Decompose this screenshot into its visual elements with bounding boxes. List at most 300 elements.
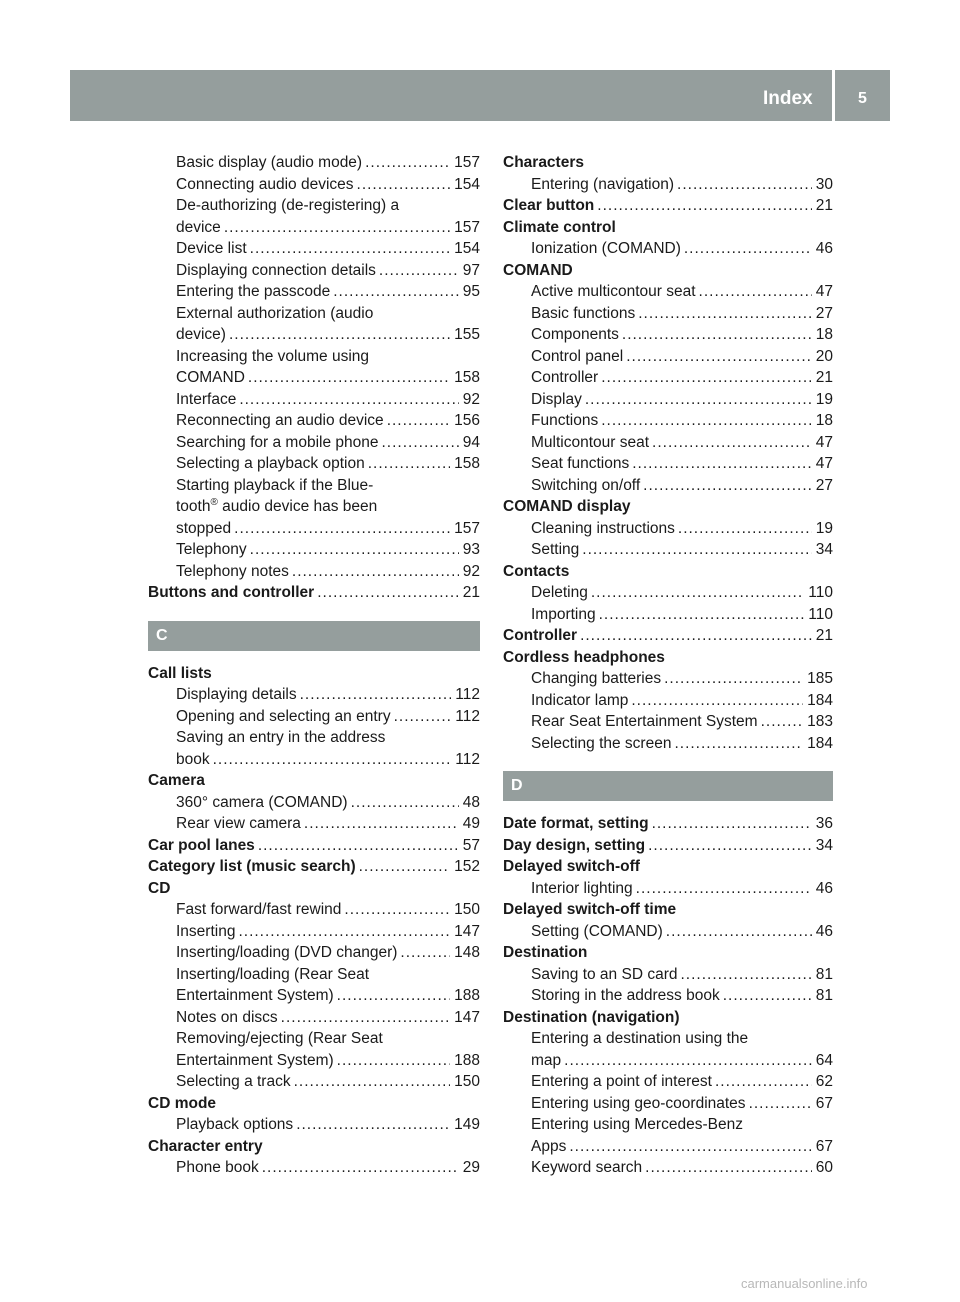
entry-term: Opening and selecting an entry xyxy=(176,707,391,725)
index-subentry[interactable] xyxy=(503,964,833,986)
index-subentry[interactable] xyxy=(148,1114,480,1136)
index-entry[interactable] xyxy=(503,813,833,835)
index-subentry[interactable] xyxy=(148,324,480,346)
index-row xyxy=(148,561,480,583)
index-subentry[interactable] xyxy=(148,453,480,475)
index-subentry[interactable] xyxy=(503,582,833,604)
page-reference[interactable]: 112 xyxy=(455,686,480,703)
entry-term: Fast forward/fast rewind xyxy=(176,901,342,918)
index-subentry[interactable] xyxy=(148,813,480,835)
index-row xyxy=(503,1007,833,1029)
entry-term: Notes on discs xyxy=(176,1008,278,1026)
entry-term: Reconnecting an audio device xyxy=(176,412,384,429)
index-row xyxy=(503,690,833,712)
entry-term: Telephony notes xyxy=(176,562,289,580)
page-reference[interactable]: 46 xyxy=(815,922,833,940)
dot-leader xyxy=(239,389,458,411)
index-row xyxy=(148,260,480,282)
entry-term: Selecting the screen xyxy=(531,734,672,752)
index-subentry[interactable] xyxy=(503,518,833,540)
page-reference[interactable]: 188 xyxy=(454,987,480,1004)
index-subentry[interactable] xyxy=(148,410,480,432)
page-reference[interactable]: 67 xyxy=(815,1094,833,1112)
index-subentry[interactable] xyxy=(148,1071,480,1093)
index-row xyxy=(148,684,480,706)
index-subentry[interactable] xyxy=(148,432,480,454)
index-row xyxy=(148,835,480,857)
dot-leader xyxy=(622,324,812,346)
entry-term: Selecting a playback option xyxy=(176,455,365,472)
index-row xyxy=(148,195,480,217)
index-row xyxy=(148,453,480,475)
index-subentry[interactable] xyxy=(503,281,833,303)
index-subentry[interactable] xyxy=(148,561,480,583)
page-reference[interactable]: 155 xyxy=(454,326,480,343)
index-subentry[interactable] xyxy=(503,432,833,454)
dot-leader xyxy=(250,238,450,260)
section-title: Index xyxy=(763,88,813,109)
index-row xyxy=(503,346,833,368)
index-subentry[interactable] xyxy=(503,985,833,1007)
page-reference[interactable]: 150 xyxy=(454,901,480,918)
entry-term: Controller xyxy=(531,369,599,386)
entry-term: Category list (music search) xyxy=(148,858,356,875)
page-reference[interactable]: 20 xyxy=(815,347,833,365)
entry-term: Seat functions xyxy=(531,455,630,472)
page-reference[interactable]: 47 xyxy=(815,455,833,472)
page-reference[interactable]: 34 xyxy=(815,541,833,558)
section-letter: D xyxy=(511,777,523,794)
index-row xyxy=(148,856,480,878)
page-reference[interactable]: 27 xyxy=(815,304,833,322)
index-heading: Character entry xyxy=(148,1137,263,1155)
page-reference[interactable]: 46 xyxy=(815,240,833,257)
dot-leader xyxy=(234,518,450,540)
dot-leader xyxy=(636,878,812,900)
index-subentry[interactable] xyxy=(503,303,833,325)
index-row xyxy=(148,1071,480,1093)
page-reference[interactable]: 92 xyxy=(462,562,480,580)
page-reference[interactable]: 67 xyxy=(815,1137,833,1155)
index-row xyxy=(148,727,480,749)
index-row xyxy=(503,174,833,196)
dot-leader xyxy=(229,324,450,346)
entry-term: device xyxy=(176,218,221,236)
dot-leader xyxy=(359,856,451,878)
index-row xyxy=(148,706,480,728)
dot-leader xyxy=(645,1157,812,1179)
page-reference[interactable]: 183 xyxy=(807,713,833,730)
index-row xyxy=(503,496,833,518)
page-reference[interactable]: 81 xyxy=(815,987,833,1004)
dot-leader xyxy=(643,475,812,497)
index-entry[interactable] xyxy=(503,625,833,647)
index-subentry[interactable] xyxy=(503,475,833,497)
index-subentry[interactable] xyxy=(503,668,833,690)
index-column-left xyxy=(148,152,480,1179)
index-row xyxy=(503,1093,833,1115)
index-subentry[interactable] xyxy=(503,389,833,411)
dot-leader xyxy=(224,217,450,239)
index-subentry[interactable] xyxy=(148,684,480,706)
page-reference[interactable]: 112 xyxy=(455,707,480,725)
page-reference[interactable]: 62 xyxy=(815,1073,833,1090)
index-row xyxy=(503,303,833,325)
index-row xyxy=(148,1093,480,1115)
index-row xyxy=(503,813,833,835)
index-subentry[interactable] xyxy=(503,539,833,561)
page-reference[interactable]: 158 xyxy=(454,455,480,472)
index-subentry[interactable] xyxy=(503,878,833,900)
index-row xyxy=(503,964,833,986)
index-subentry[interactable] xyxy=(503,367,833,389)
index-subentry[interactable] xyxy=(503,346,833,368)
page-reference[interactable]: 94 xyxy=(462,433,480,451)
entry-term: Car pool lanes xyxy=(148,836,255,854)
page-reference[interactable]: 154 xyxy=(454,175,480,193)
page-reference[interactable]: 60 xyxy=(815,1159,833,1176)
index-heading: Characters xyxy=(503,154,584,171)
entry-term: Entertainment System) xyxy=(176,987,334,1004)
page-reference[interactable]: 157 xyxy=(454,154,480,171)
dot-leader xyxy=(387,410,450,432)
dot-leader xyxy=(684,238,812,260)
dot-leader xyxy=(715,1071,812,1093)
dot-leader xyxy=(652,432,812,454)
index-subentry[interactable] xyxy=(148,518,480,540)
entry-term: Device list xyxy=(176,240,247,257)
entry-term: Connecting audio devices xyxy=(176,175,354,193)
page-reference[interactable]: 49 xyxy=(462,815,480,832)
page-reference[interactable]: 47 xyxy=(815,433,833,451)
entry-term: Deleting xyxy=(531,584,588,601)
index-row xyxy=(148,921,480,943)
index-subentry[interactable] xyxy=(503,238,833,260)
index-row xyxy=(148,389,480,411)
dot-leader xyxy=(601,410,812,432)
index-entry[interactable] xyxy=(148,835,480,857)
page-reference[interactable]: 149 xyxy=(454,1116,480,1133)
page-reference[interactable]: 185 xyxy=(807,670,833,687)
page-number: 5 xyxy=(858,90,867,107)
index-subentry-text: Entering a destination using the xyxy=(531,1030,749,1047)
entry-term: Functions xyxy=(531,412,599,429)
dot-leader xyxy=(599,604,805,626)
index-row xyxy=(503,604,833,626)
index-row xyxy=(148,152,480,174)
index-entry[interactable] xyxy=(503,835,833,857)
index-subentry-text: Removing/ejecting (Rear Seat xyxy=(176,1030,383,1047)
index-subentry[interactable] xyxy=(148,1007,480,1029)
entry-term: Displaying details xyxy=(176,686,297,703)
dot-leader xyxy=(564,1050,812,1072)
index-subentry[interactable] xyxy=(503,453,833,475)
entry-term: Setting (COMAND) xyxy=(531,922,663,940)
entry-term: Controller xyxy=(503,627,578,644)
index-row xyxy=(148,238,480,260)
index-subentry[interactable] xyxy=(148,985,480,1007)
page-reference[interactable]: 157 xyxy=(454,519,480,537)
index-subentry[interactable] xyxy=(148,706,480,728)
page-reference[interactable]: 21 xyxy=(815,369,833,386)
page-reference[interactable]: 93 xyxy=(462,541,480,558)
index-subentry[interactable] xyxy=(503,1093,833,1115)
index-column-right xyxy=(503,152,833,1179)
entry-term: device) xyxy=(176,326,226,343)
index-heading: Contacts xyxy=(503,562,570,580)
index-row xyxy=(503,1028,833,1050)
dot-leader xyxy=(601,367,812,389)
entry-term: Inserting/loading (DVD changer) xyxy=(176,944,398,961)
index-row xyxy=(503,771,833,801)
entry-term: Basic display (audio mode) xyxy=(176,154,363,171)
index-subentry[interactable] xyxy=(148,539,480,561)
index-row xyxy=(148,899,480,921)
index-subentry[interactable] xyxy=(148,921,480,943)
text-part: tooth xyxy=(176,498,211,515)
index-subentry[interactable] xyxy=(148,217,480,239)
entry-term: Display xyxy=(531,390,582,408)
index-row xyxy=(148,985,480,1007)
dot-leader xyxy=(400,942,450,964)
dot-leader xyxy=(300,684,452,706)
page-reference[interactable]: 19 xyxy=(815,390,833,408)
index-subentry[interactable] xyxy=(148,792,480,814)
index-subentry[interactable] xyxy=(148,899,480,921)
index-subentry[interactable] xyxy=(503,1071,833,1093)
index-heading: COMAND xyxy=(503,261,573,279)
index-row xyxy=(148,174,480,196)
page-reference[interactable]: 147 xyxy=(454,922,480,940)
entry-term: Active multicontour seat xyxy=(531,283,696,300)
index-row xyxy=(503,238,833,260)
entry-term: Indicator lamp xyxy=(531,691,629,709)
index-subentry-text: De-authorizing (de-registering) a xyxy=(176,197,400,214)
index-subentry[interactable] xyxy=(148,174,480,196)
page-reference[interactable]: 112 xyxy=(455,750,480,768)
page-reference[interactable]: 184 xyxy=(807,734,833,752)
entry-term: Displaying connection details xyxy=(176,261,376,279)
index-subentry[interactable] xyxy=(503,410,833,432)
index-row xyxy=(503,410,833,432)
dot-leader xyxy=(262,1157,459,1179)
dot-leader xyxy=(585,389,812,411)
page-reference[interactable]: 21 xyxy=(815,197,833,214)
dot-leader xyxy=(281,1007,450,1029)
dot-leader xyxy=(591,582,804,604)
index-row xyxy=(148,1157,480,1179)
index-subentry[interactable] xyxy=(503,1050,833,1072)
index-heading: Climate control xyxy=(503,218,616,236)
index-row xyxy=(148,539,480,561)
entry-term: Clear button xyxy=(503,197,595,214)
watermark: carmanualsonline.info xyxy=(741,1276,868,1291)
page-reference[interactable]: 148 xyxy=(454,944,480,961)
entry-term: Searching for a mobile phone xyxy=(176,433,379,451)
index-heading: Destination (navigation) xyxy=(503,1008,680,1026)
index-subentry[interactable] xyxy=(148,942,480,964)
page-reference[interactable]: 36 xyxy=(815,815,833,832)
index-row xyxy=(503,539,833,561)
entry-term: Entering using geo-coordinates xyxy=(531,1094,746,1112)
dot-leader xyxy=(666,921,812,943)
page-reference[interactable]: 57 xyxy=(462,836,480,854)
entry-term: Apps xyxy=(531,1137,567,1155)
index-heading: CD mode xyxy=(148,1094,217,1112)
index-row xyxy=(148,1028,480,1050)
page-reference[interactable]: 147 xyxy=(454,1008,480,1026)
index-row xyxy=(503,281,833,303)
page-reference[interactable]: 110 xyxy=(808,605,833,623)
page-reference[interactable]: 48 xyxy=(462,793,480,811)
dot-leader xyxy=(699,281,812,303)
index-row xyxy=(148,1114,480,1136)
entry-term: Entering a point of interest xyxy=(531,1073,712,1090)
index-subentry[interactable] xyxy=(148,238,480,260)
entry-term: COMAND xyxy=(176,369,245,386)
entry-term: Setting xyxy=(531,541,580,558)
entry-term: Playback options xyxy=(176,1116,294,1133)
index-subentry[interactable] xyxy=(503,690,833,712)
dot-leader xyxy=(357,174,451,196)
index-heading: COMAND display xyxy=(503,498,631,515)
entry-term: book xyxy=(176,750,210,768)
index-row xyxy=(503,985,833,1007)
page-reference[interactable]: 157 xyxy=(454,218,480,236)
index-entry[interactable] xyxy=(148,856,480,878)
index-row xyxy=(148,217,480,239)
page-reference[interactable]: 18 xyxy=(815,412,833,429)
entry-term: Entertainment System) xyxy=(176,1051,334,1069)
page-reference[interactable]: 30 xyxy=(815,175,833,193)
entry-term: Cleaning instructions xyxy=(531,519,675,537)
index-subentry[interactable] xyxy=(148,260,480,282)
page-reference[interactable]: 46 xyxy=(815,879,833,897)
page-reference[interactable]: 188 xyxy=(454,1051,480,1069)
page-reference[interactable]: 156 xyxy=(454,412,480,429)
dot-leader xyxy=(368,453,450,475)
page-reference[interactable]: 21 xyxy=(462,584,480,601)
page-reference[interactable]: 110 xyxy=(808,584,833,601)
index-heading: Destination xyxy=(503,944,588,961)
page-reference[interactable]: 150 xyxy=(454,1073,480,1090)
index-subentry[interactable] xyxy=(503,324,833,346)
index-subentry[interactable] xyxy=(503,711,833,733)
index-subentry[interactable] xyxy=(503,1136,833,1158)
page-reference[interactable]: 64 xyxy=(815,1051,833,1069)
dot-leader xyxy=(337,1050,450,1072)
index-row xyxy=(148,878,480,900)
page-reference[interactable]: 158 xyxy=(454,369,480,386)
index-heading: Camera xyxy=(148,772,205,789)
dot-leader xyxy=(238,921,450,943)
page-reference[interactable]: 19 xyxy=(815,519,833,537)
page-reference[interactable]: 81 xyxy=(815,965,833,983)
index-row xyxy=(148,367,480,389)
entry-term: Selecting a track xyxy=(176,1073,291,1090)
index-row xyxy=(503,647,833,669)
dot-leader xyxy=(652,813,812,835)
page-reference[interactable]: 34 xyxy=(815,836,833,854)
registered-mark: ® xyxy=(210,496,218,508)
dot-leader xyxy=(294,1071,451,1093)
dot-leader xyxy=(365,152,450,174)
page-reference[interactable]: 21 xyxy=(815,627,833,644)
page-reference[interactable]: 29 xyxy=(462,1159,480,1176)
page-reference[interactable]: 95 xyxy=(462,283,480,300)
index-row xyxy=(148,432,480,454)
index-row xyxy=(503,324,833,346)
dot-leader xyxy=(569,1136,811,1158)
index-heading: Cordless headphones xyxy=(503,648,665,666)
index-row xyxy=(148,303,480,325)
dot-leader xyxy=(626,346,812,368)
dot-leader xyxy=(344,899,450,921)
dot-leader xyxy=(317,582,459,604)
index-subentry[interactable] xyxy=(148,367,480,389)
index-row xyxy=(148,1050,480,1072)
page-reference[interactable]: 27 xyxy=(815,476,833,494)
page-reference[interactable]: 97 xyxy=(462,261,480,279)
index-row xyxy=(503,835,833,857)
index-subentry[interactable] xyxy=(148,152,480,174)
entry-term: Rear Seat Entertainment System xyxy=(531,713,758,730)
index-subentry-text xyxy=(148,496,480,518)
index-subentry[interactable] xyxy=(148,281,480,303)
page-reference[interactable]: 152 xyxy=(454,858,480,875)
page-reference[interactable]: 18 xyxy=(815,326,833,343)
dot-leader xyxy=(680,964,811,986)
index-subentry[interactable] xyxy=(503,1157,833,1179)
entry-term: Changing batteries xyxy=(531,670,662,687)
page-reference[interactable]: 154 xyxy=(454,240,480,257)
index-row xyxy=(148,621,480,651)
index-subentry[interactable] xyxy=(503,733,833,755)
entry-term: Entering the passcode xyxy=(176,283,331,300)
dot-leader xyxy=(379,260,459,282)
index-row xyxy=(148,475,480,497)
page-reference[interactable]: 92 xyxy=(462,390,480,408)
index-row xyxy=(503,1136,833,1158)
dot-leader xyxy=(597,195,811,217)
index-heading: Call lists xyxy=(148,664,212,682)
index-row xyxy=(503,1071,833,1093)
page-reference[interactable]: 184 xyxy=(807,691,833,709)
index-entry[interactable] xyxy=(148,582,480,604)
index-subentry[interactable] xyxy=(503,921,833,943)
index-row xyxy=(503,217,833,239)
index-subentry[interactable] xyxy=(148,1157,480,1179)
index-row xyxy=(148,663,480,685)
index-subentry[interactable] xyxy=(148,1050,480,1072)
entry-term: Day design, setting xyxy=(503,836,646,854)
index-subentry[interactable] xyxy=(503,604,833,626)
page-reference[interactable]: 47 xyxy=(815,283,833,300)
index-row xyxy=(148,518,480,540)
index-row xyxy=(503,921,833,943)
index-row xyxy=(503,453,833,475)
index-subentry[interactable] xyxy=(148,749,480,771)
index-entry[interactable] xyxy=(503,195,833,217)
index-row xyxy=(503,152,833,174)
dot-leader xyxy=(723,985,812,1007)
index-row xyxy=(503,367,833,389)
index-row xyxy=(148,281,480,303)
index-subentry[interactable] xyxy=(148,389,480,411)
index-heading: Delayed switch-off time xyxy=(503,901,677,918)
index-subentry[interactable] xyxy=(503,174,833,196)
entry-term: Ionization (COMAND) xyxy=(531,240,681,257)
